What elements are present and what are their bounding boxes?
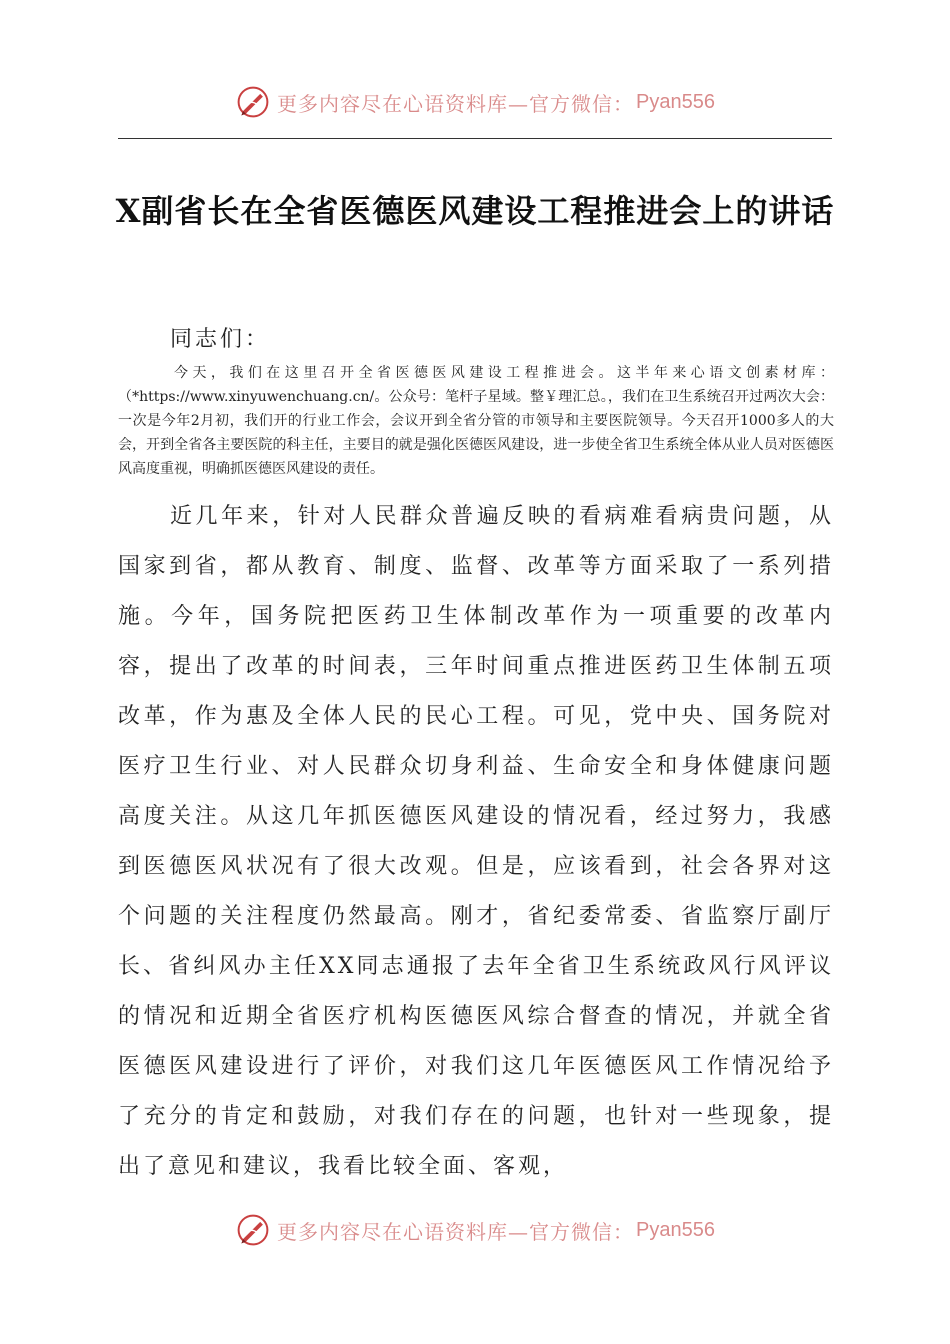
watermark-text: 更多内容尽在心语资料库—官方微信： [277,1219,635,1244]
wechat-handle: Pyan556 [636,90,715,113]
header-watermark-banner [0,80,950,124]
salutation: 同志们： [170,327,271,352]
watermark-text: 更多内容尽在心语资料库—官方微信： [277,91,635,116]
pen-logo-icon [235,1212,271,1248]
intro-paragraph: 今天，我们在这里召开全省医德医风建设工程推进会。这半年来心语文创素材库：（*https://www.xinyuwenchuang.cn/。公众号：笔杆子星域。整￥理汇总。，我们在卫生系统召开过两次大会：一次是今年2月初，我们开的行业工作会，会议开到全省分管的市领导和主要医院领导。今天召开1000多人的大会，开到全省各主要医院的科主任，主要目的就是强化医德医风建设，进一步使全省卫生系统全体从业人员对医德医风高度重视，明确抓医德医风建设的责任。 [118,365,834,477]
header-divider [118,138,832,139]
footer-watermark-banner [0,1208,950,1252]
document-title: X副省长在全省医德医风建设工程推进会上的讲话 [115,192,835,230]
wechat-handle: Pyan556 [636,1218,715,1241]
pen-logo-icon [235,84,271,120]
body-paragraph: 近几年来，针对人民群众普遍反映的看病难看病贵问题，从国家到省，都从教育、制度、监督、改革等方面采取了一系列措施。今年，国务院把医药卫生体制改革作为一项重要的改革内容，提出了改革的时间表，三年时间重点推进医药卫生体制五项改革，作为惠及全体人民的民心工程。可见，党中央、国务院对医疗卫生行业、对人民群众切身利益、生命安全和身体健康问题高度关注。从这几年抓医德医风建设的情况看，经过努力，我感到医德医风状况有了很大改观。但是，应该看到，社会各界对这个问题的关注程度仍然最高。刚才，省纪委常委、省监察厅副厅长、省纠风办主任XX同志通报了去年全省卫生系统政风行风评议的情况和近期全省医疗机构医德医风综合督查的情况，并就全省医德医风建设进行了评价，对我们这几年医德医风工作情况给予了充分的肯定和鼓励，对我们存在的问题，也针对一些现象，提出了意见和建议，我看比较全面、客观， [118,504,834,1179]
